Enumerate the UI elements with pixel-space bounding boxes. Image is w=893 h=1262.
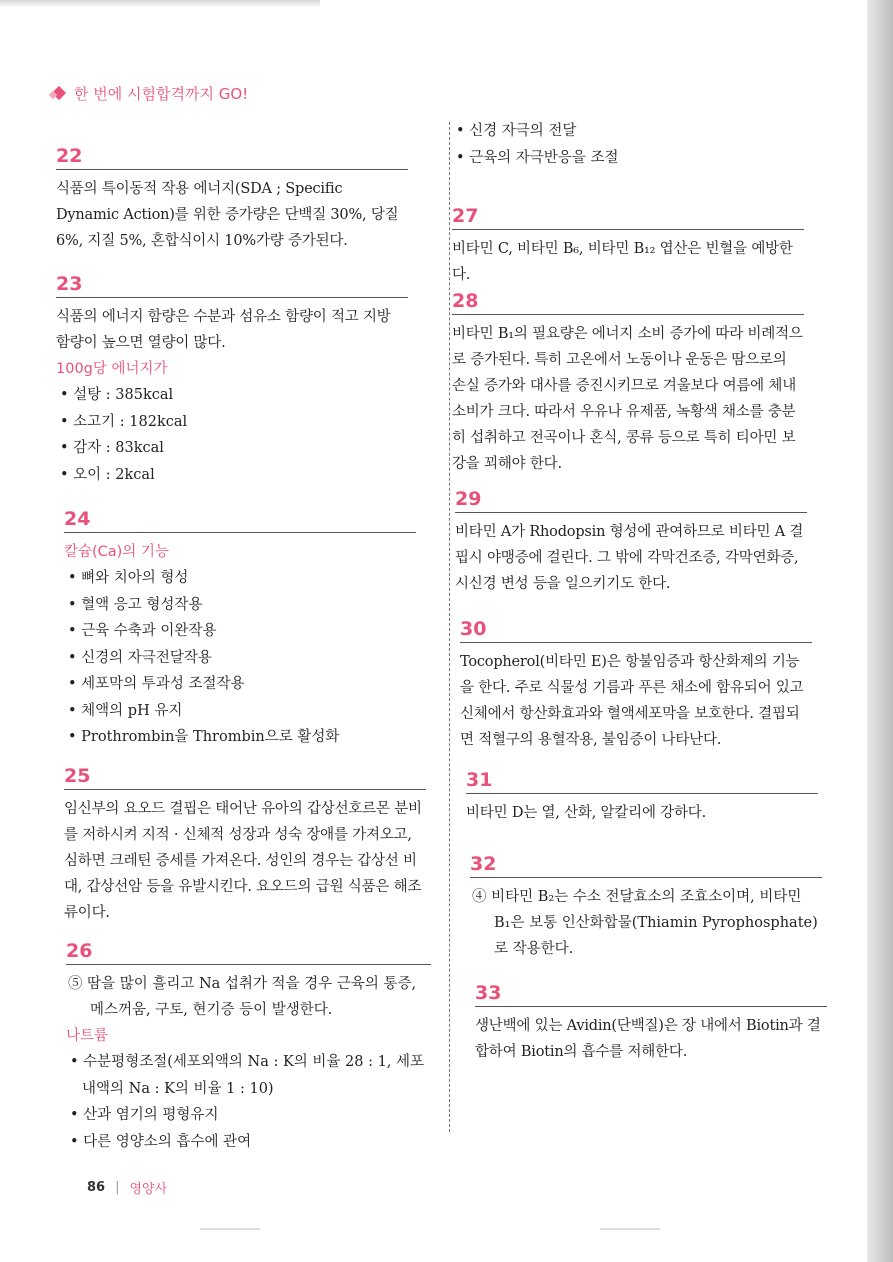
- question-number: 27: [452, 205, 804, 230]
- question-number: 24: [64, 508, 416, 533]
- answer-23: [56, 273, 408, 488]
- page-header: [52, 80, 248, 106]
- list-item: • 소고기 : 182kcal: [56, 409, 408, 436]
- answer-31: [466, 769, 818, 826]
- answer-choice: ⑤ 땀을 많이 흘리고 Na 섭취가 적을 경우 근육의 통증, 메스꺼움, 구토, 현기증 등이 발생한다.: [68, 976, 417, 1018]
- list-item: • 뼈와 치아의 형성: [64, 565, 416, 592]
- footer-separator: |: [115, 1180, 120, 1195]
- answer-28: [452, 290, 804, 477]
- scan-edge-right: [867, 0, 893, 1262]
- answer-text: Tocopherol(비타민 E)은 항불임증과 항산화제의 기능을 한다. 주로 식물성 기름과 푸른 채소에 함유되어 있고 신체에서 항산화효과와 혈액세포막을 보호한다. 결핍되면 적혈구의 용혈작용, 불임증이 나타난다.: [460, 654, 804, 748]
- column-divider: [449, 122, 450, 1132]
- answer-text: 식품의 에너지 함량은 수분과 섬유소 함량이 적고 지방 함량이 높으면 열량이 많다.: [56, 309, 391, 351]
- answer-30: [460, 618, 812, 753]
- list-item: • 오이 : 2kcal: [56, 462, 408, 489]
- diamond-icon: [52, 86, 66, 100]
- question-number: 22: [56, 145, 408, 170]
- list-item: • 세포막의 투과성 조절작용: [64, 671, 416, 698]
- answer-24-continued: [452, 118, 802, 171]
- scan-edge-top: [0, 0, 320, 8]
- answer-text: 식품의 특이동적 작용 에너지(SDA ; Specific Dynamic Action)를 위한 증가량은 단백질 30%, 당질 6%, 지질 5%, 혼합식이시 10%가량 증가된다.: [56, 181, 399, 249]
- question-number: 32: [470, 853, 822, 878]
- list-item: • 다른 영양소의 흡수에 관여: [66, 1129, 431, 1156]
- question-number: 30: [460, 618, 812, 643]
- answer-text: 비타민 A가 Rhodopsin 형성에 관여하므로 비타민 A 결핍시 야맹증에 걸린다. 그 밖에 각막건조증, 각막연화증, 시신경 변성 등을 일으키기도 한다.: [455, 524, 804, 592]
- answer-33: [475, 982, 827, 1065]
- scan-smudge: [600, 1228, 660, 1230]
- question-number: 29: [455, 488, 807, 513]
- answer-text: 비타민 B₁의 필요량은 에너지 소비 증가에 따라 비례적으로 증가된다. 특히 고온에서 노동이나 운동은 땀으로의 손실 증가와 대사를 증진시키므로 겨울보다 여름에 체내 소비가 크다. 따라서 우유나 유제품, 녹황색 채소를 충분히 섭취하고 전곡이나 혼식, 콩류 등으로 특히 티아민 보강을 꾀해야 한다.: [452, 326, 803, 472]
- answer-text: 임신부의 요오드 결핍은 태어난 유아의 갑상선호르몬 분비를 저하시켜 지적 · 신체적 성장과 성숙 장애를 가져오고, 심하면 크레틴 증세를 가져온다. 성인의 경우는 갑상선 비대, 갑상선암 등을 유발시킨다. 요오드의 급원 식품은 해조류이다.: [64, 801, 422, 921]
- answer-27: [452, 205, 804, 288]
- list-item: • 산과 염기의 평형유지: [66, 1102, 431, 1129]
- list-item: • 설탕 : 385kcal: [56, 382, 408, 409]
- list-item: • 혈액 응고 형성작용: [64, 592, 416, 619]
- section-subtitle: 나트륨: [66, 1028, 109, 1044]
- page-footer: [87, 1178, 167, 1197]
- answer-text: 비타민 C, 비타민 B₆, 비타민 B₁₂ 엽산은 빈혈을 예방한다.: [452, 241, 793, 283]
- question-number: 23: [56, 273, 408, 298]
- list-item: • 감자 : 83kcal: [56, 435, 408, 462]
- list-item: • 신경의 자극전달작용: [64, 645, 416, 672]
- list-item: • 근육 수축과 이완작용: [64, 618, 416, 645]
- answer-choice: ④ 비타민 B₂는 수소 전달효소의 조효소이며, 비타민 B₁은 보통 인산화합물(Thiamin Pyrophosphate)로 작용한다.: [472, 889, 818, 957]
- question-number: 33: [475, 982, 827, 1007]
- scan-smudge: [200, 1228, 260, 1230]
- answer-24: [64, 508, 416, 751]
- page-number: 86: [87, 1180, 106, 1195]
- list-item: • Prothrombin을 Thrombin으로 활성화: [64, 724, 416, 751]
- header-title: 한 번에 시험합격까지 GO!: [74, 84, 249, 103]
- list-item: • 체액의 pH 유지: [64, 698, 416, 725]
- answer-29: [455, 488, 807, 597]
- list-item: • 근육의 자극반응을 조절: [452, 145, 802, 172]
- list-item: • 수분평형조절(세포외액의 Na : K의 비율 28 : 1, 세포내액의 Na : K의 비율 1 : 10): [66, 1049, 431, 1102]
- subject-name: 영양사: [129, 1182, 168, 1197]
- answer-32: [470, 853, 822, 962]
- question-number: 31: [466, 769, 818, 794]
- answer-22: [56, 145, 408, 254]
- section-subtitle: 100g당 에너지가: [56, 361, 168, 377]
- question-number: 28: [452, 290, 804, 315]
- section-subtitle: 칼슘(Ca)의 기능: [64, 544, 169, 560]
- answer-text: 생난백에 있는 Avidin(단백질)은 장 내에서 Biotin과 결합하여 Biotin의 흡수를 저해한다.: [475, 1018, 821, 1060]
- answer-25: [64, 765, 426, 926]
- question-number: 25: [64, 765, 426, 790]
- answer-text: 비타민 D는 열, 산화, 알칼리에 강하다.: [466, 805, 706, 821]
- answer-26: [66, 940, 431, 1155]
- list-item: • 신경 자극의 전달: [452, 118, 802, 145]
- question-number: 26: [66, 940, 431, 965]
